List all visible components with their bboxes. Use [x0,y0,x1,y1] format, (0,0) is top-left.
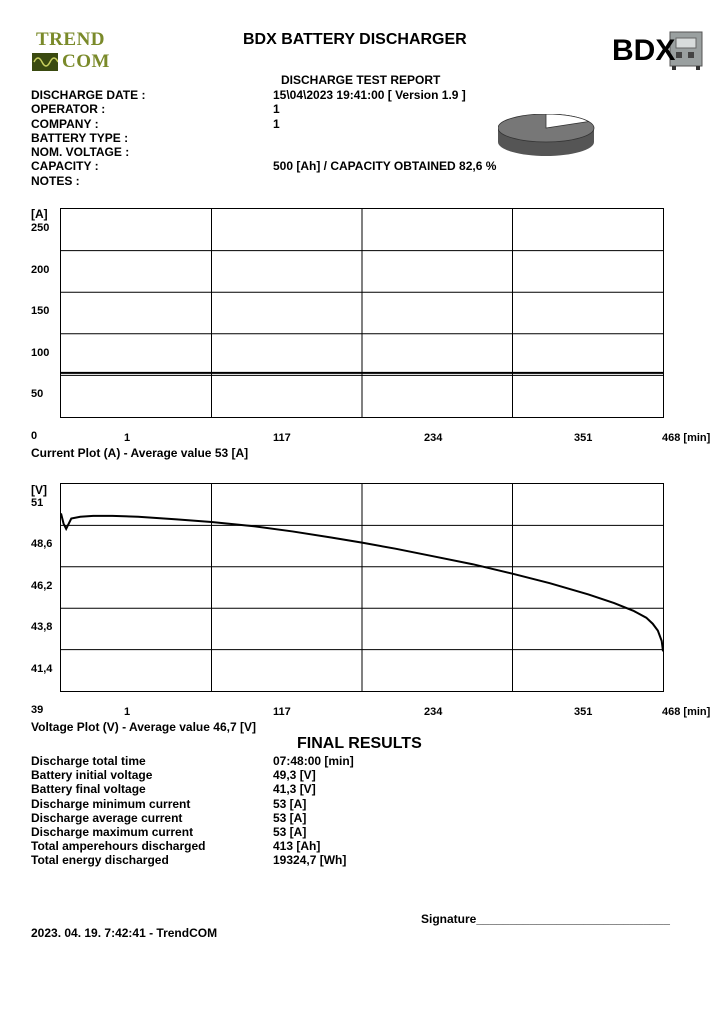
trendcom-logo [30,29,124,75]
current-plot-y-tick-label: 50 [31,388,44,401]
result-value: 41,3 [V] [273,782,316,797]
result-label: Total energy discharged [31,853,169,868]
info-label: BATTERY TYPE : [31,130,129,145]
info-value: 1 [273,102,280,117]
info-value [273,131,496,145]
signature-line: Signature_____________________________ [421,912,670,926]
info-labels [31,88,145,188]
result-value: 53 [A] [273,810,307,825]
info-label: COMPANY : [31,116,99,131]
info-label: DISCHARGE DATE : [31,88,146,102]
info-label: CAPACITY : [31,159,99,174]
result-value: 07:48:00 [min] [273,754,354,768]
result-label: Discharge average current [31,810,183,825]
voltage-plot-y-tick-label: 46,2 [31,579,53,592]
bdx-logo [612,28,708,76]
current-plot-y-tick-label: 250 [31,222,50,234]
current-unit-label: [A] [31,207,48,221]
results-labels [31,754,206,868]
info-value [273,145,496,159]
voltage-plot-caption: Voltage Plot (V) - Average value 46,7 [V] [31,720,256,734]
info-values [273,88,496,174]
voltage-plot-x-tick-label: 117 [273,706,291,718]
current-plot-y-tick-label: 200 [31,263,50,276]
sine-wave-icon [32,53,58,71]
current-plot-x-tick-label: 234 [424,432,443,444]
info-value: 500 [Ah] / CAPACITY OBTAINED 82,6 % [273,159,497,174]
current-plot-svg [61,209,663,417]
bdx-logo-text: BDX [612,34,676,67]
result-value: 49,3 [V] [273,768,316,783]
voltage-plot-svg [61,484,663,691]
result-value: 19324,7 [Wh] [273,853,347,868]
voltage-plot [60,483,664,692]
voltage-plot-y-tick-label: 39 [31,704,44,716]
result-label: Discharge maximum current [31,825,194,840]
voltage-plot-y-tick-label: 51 [31,497,44,509]
result-label: Discharge minimum current [31,796,191,811]
result-label: Battery initial voltage [31,768,153,783]
current-plot [60,208,664,418]
voltage-plot-x-tick-label: 1 [124,706,131,718]
voltage-plot-y-tick-label: 48,6 [31,538,53,551]
result-label: Discharge total time [31,754,146,768]
result-label: Total amperehours discharged [31,839,206,854]
capacity-pie-chart [498,114,602,170]
current-plot-x-tick-label: 351 [574,432,593,444]
current-plot-x-tick-label: 468 [min] [662,432,711,444]
trendcom-logo-top-text: TREND [36,29,106,50]
page-title: BDX BATTERY DISCHARGER [243,31,467,48]
final-results-heading: FINAL RESULTS [297,735,422,752]
info-value: 15\04\2023 19:41:00 [ Version 1.9 ] [273,88,466,102]
voltage-plot-x-tick-label: 234 [424,706,443,718]
info-label: NOM. VOLTAGE : [31,145,130,160]
voltage-plot-y-tick-label: 41,4 [31,662,53,675]
info-label: OPERATOR : [31,102,106,117]
current-plot-y-tick-label: 150 [31,305,50,318]
info-value: 1 [273,116,280,131]
current-plot-x-tick-label: 1 [124,432,131,444]
footer-timestamp: 2023. 04. 19. 7:42:41 - TrendCOM [31,926,218,940]
voltage-unit-label: [V] [31,483,47,497]
current-plot-x-tick-label: 117 [273,432,291,444]
report-title: DISCHARGE TEST REPORT [281,73,441,87]
voltage-plot-y-tick-label: 43,8 [31,621,53,634]
current-plot-y-tick-label: 0 [31,430,38,442]
result-value: 413 [Ah] [273,839,321,854]
current-plot-caption: Current Plot (A) - Average value 53 [A] [31,446,249,460]
results-values [273,754,354,868]
result-label: Battery final voltage [31,782,146,797]
voltage-plot-x-tick-label: 468 [min] [662,706,711,718]
trendcom-logo-bottom-text: COM [62,51,110,72]
result-value: 53 [A] [273,796,307,811]
voltage-plot-x-tick-label: 351 [574,706,593,718]
result-value: 53 [A] [273,825,307,840]
current-plot-y-tick-label: 100 [31,346,50,359]
info-label: NOTES : [31,173,80,188]
